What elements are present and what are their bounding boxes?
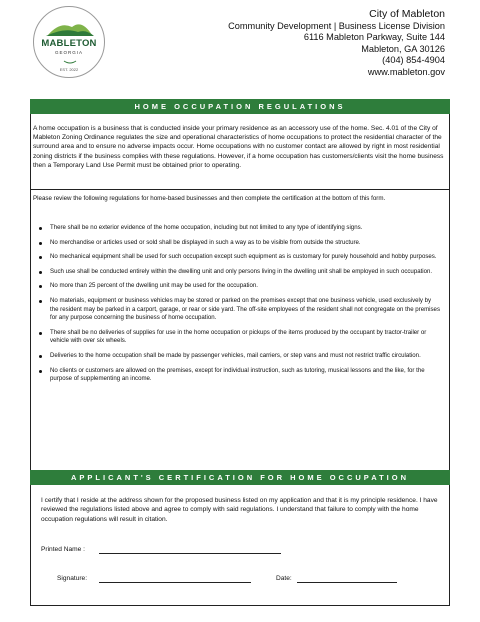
regulation-item: Such use shall be conducted entirely within the dwelling unit and only persons living in the dwelling unit shall be employed in such occupation. — [31, 268, 441, 277]
logo-state: GEORGIA — [54, 50, 83, 55]
division-name: Community Development | Business License Division — [228, 20, 445, 31]
date-label: Date: — [276, 575, 292, 582]
regulation-item: No clients or customers are allowed on the premises, except for individual instruction, such as tutoring, musical lessons and the like, for the purpose of supplementing an income. — [31, 367, 441, 384]
printed-name-field[interactable] — [99, 553, 281, 554]
phone-number: (404) 854-4904 — [382, 55, 445, 66]
intro-text: A home occupation is a business that is conducted inside your primary residence as an accessory use of the home. Sec. 4.01 of the City of Mableton Zoning Ordinance regulates the size and operational characteristics of home occupations to protect the residential character of the surround area and to ensure no adverse impacts occur. Home occupations with no customer contact are allowed by right in most residential zoning districts if the business complies with these regulations. However, if a home occupation has customers/clients visit the home business then a Temporary Land Use Permit must be obtained prior to operating. — [33, 125, 444, 169]
regulations-list — [31, 220, 441, 384]
mableton-logo — [33, 6, 105, 78]
logo-est: EST. 2022 — [59, 67, 79, 72]
signature-field[interactable] — [99, 582, 251, 583]
regulation-item: No more than 25 percent of the dwelling unit may be used for the occupation. — [31, 282, 441, 291]
signature-label: Signature: — [57, 575, 88, 582]
date-field[interactable] — [297, 582, 397, 583]
regulation-item: No merchandise or articles used or sold shall be displayed in such a way as to be visible from outside the structure. — [31, 239, 441, 248]
certification-header: APPLICANT'S CERTIFICATION FOR HOME OCCUPATION — [30, 470, 450, 485]
address-line-1: 6116 Mableton Parkway, Suite 144 — [303, 32, 445, 43]
certification-text: I certify that I reside at the address shown for the proposed business listed on my application and that it is my principle residence. I have reviewed the regulations listed above and agree to comply with said regulations. I understand that failure to comply with the home occupation regulations will result in citation. — [41, 497, 438, 523]
intro-box — [30, 114, 450, 190]
regulations-header: HOME OCCUPATION REGULATIONS — [30, 99, 450, 114]
regulation-item: There shall be no deliveries of supplies for use in the home occupation or pickups of the items produced by the occupant by tractor-trailer or vehicle with over six wheels. — [31, 329, 441, 346]
regulation-item: No materials, equipment or business vehicles may be stored or parked on the premises except that one business vehicle, used exclusively by the resident may be parked in a carport, garage, or rear or side yard. The off-site employees of the resident shall not congregate on the premises for any purpose concerning the business of home occupation. — [31, 297, 441, 323]
website-link[interactable]: www.mableton.gov — [367, 66, 445, 77]
regulation-item: There shall be no exterior evidence of the home occupation, including but not limited to any type of identifying signs. — [31, 224, 441, 233]
review-instructions: Please review the following regulations for home-based businesses and then complete the certification at the bottom of this form. — [33, 195, 386, 202]
regulations-box — [30, 189, 450, 472]
city-name: City of Mableton — [369, 8, 445, 20]
certification-box — [30, 485, 450, 606]
regulation-item: No mechanical equipment shall be used for such occupation except such equipment as is customary for purely household and hobby purposes. — [31, 253, 441, 262]
address-line-2: Mableton, GA 30126 — [361, 43, 445, 54]
logo-name: MABLETON — [41, 38, 97, 49]
regulation-item: Deliveries to the home occupation shall be made by passenger vehicles, mail carriers, or step vans and must not restrict traffic circulation. — [31, 352, 441, 361]
contact-block — [228, 9, 445, 79]
printed-name-label: Printed Name : — [41, 546, 85, 553]
